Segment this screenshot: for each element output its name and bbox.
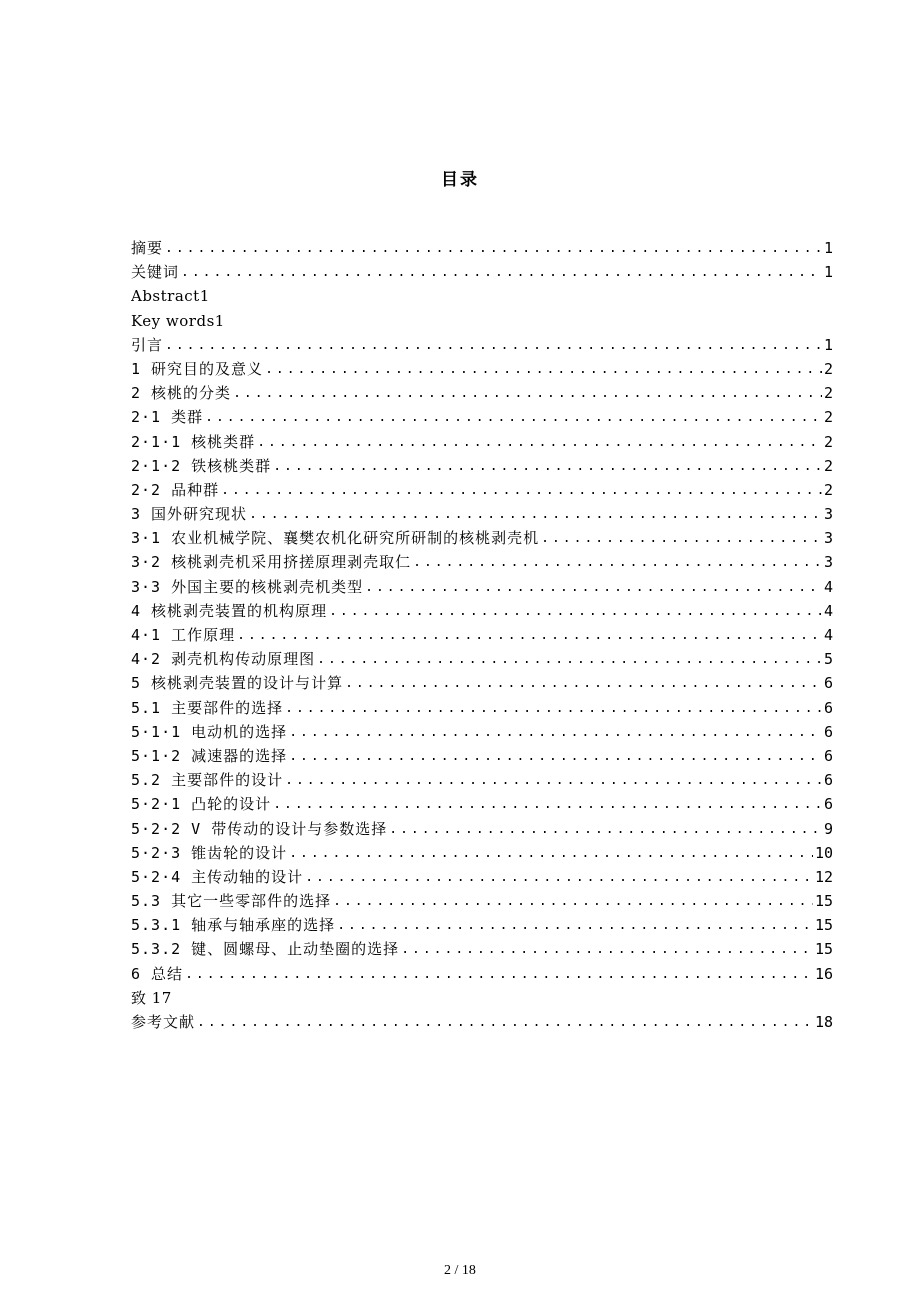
- toc-dot-leader: [197, 1010, 813, 1034]
- toc-entry[interactable]: [131, 817, 833, 841]
- toc-entry-page: 15: [814, 916, 833, 935]
- toc-dot-leader: [249, 502, 822, 526]
- toc-entry[interactable]: [131, 696, 833, 720]
- toc-entry-label: 5 核桃剥壳装置的设计与计算: [131, 674, 344, 693]
- toc-entry-label: 2·1 类群: [131, 408, 204, 427]
- toc-entry-page: 1: [823, 335, 833, 354]
- toc-entry-label: 4·1 工作原理: [131, 626, 236, 644]
- toc-entry[interactable]: [131, 937, 833, 961]
- toc-entry[interactable]: [131, 550, 833, 574]
- toc-entry-label: 5.2 主要部件的设计: [131, 771, 284, 790]
- toc-entry-page: 4: [823, 577, 833, 596]
- toc-dot-leader: [305, 865, 813, 889]
- toc-entry[interactable]: [131, 913, 833, 937]
- toc-dot-leader: [165, 236, 822, 260]
- toc-dot-leader: [389, 817, 822, 841]
- toc-dot-leader: [165, 333, 822, 357]
- toc-entry-label: 5·1·1 电动机的选择: [131, 722, 288, 741]
- toc-entry-page: 5: [823, 650, 833, 669]
- toc-entry-page: 15: [814, 892, 833, 911]
- toc-entry-page: 15: [814, 940, 833, 959]
- toc-entry-label: 4 核桃剥壳装置的机构原理: [131, 601, 328, 620]
- toc-entry[interactable]: [131, 333, 833, 357]
- toc-dot-leader: [345, 671, 822, 695]
- toc-entry-label: 摘要: [131, 239, 164, 257]
- toc-dot-leader: [273, 792, 822, 816]
- toc-dot-leader: [289, 720, 822, 744]
- toc-entry[interactable]: [131, 1010, 833, 1034]
- toc-entry-label: 2·1·2 铁核桃类群: [131, 456, 272, 475]
- toc-entry-label: 5·2·4 主传动轴的设计: [131, 867, 304, 886]
- toc-dot-leader: [257, 430, 822, 454]
- toc-entry-label: 2·1·1 核桃类群: [131, 432, 256, 451]
- toc-entry[interactable]: [131, 430, 833, 454]
- table-of-contents: [131, 236, 833, 1034]
- toc-entry-label: 致 17: [131, 988, 172, 1007]
- toc-entry[interactable]: [131, 865, 833, 889]
- toc-entry[interactable]: [131, 744, 833, 768]
- toc-entry-page: 2: [823, 480, 833, 499]
- toc-entry[interactable]: [131, 478, 833, 502]
- toc-entry[interactable]: [131, 599, 833, 623]
- toc-entry[interactable]: [131, 841, 833, 865]
- toc-entry[interactable]: [131, 357, 833, 381]
- toc-dot-leader: [205, 405, 822, 429]
- toc-dot-leader: [221, 478, 822, 502]
- toc-entry-label: 4·2 剥壳机构传动原理图: [131, 650, 316, 669]
- toc-entry-page: 3: [823, 505, 833, 524]
- toc-entry-page: 6: [823, 795, 833, 814]
- toc-entry[interactable]: [131, 526, 833, 550]
- toc-entry-page: 1: [823, 239, 833, 257]
- toc-entry-page: 3: [823, 553, 833, 572]
- toc-entry-page: 9: [823, 819, 833, 838]
- toc-entry[interactable]: [131, 647, 833, 671]
- toc-entry-label: 2 核桃的分类: [131, 384, 232, 403]
- toc-dot-leader: [329, 599, 822, 623]
- toc-dot-leader: [285, 768, 822, 792]
- toc-entry[interactable]: [131, 502, 833, 526]
- toc-entry[interactable]: [131, 671, 833, 695]
- toc-entry[interactable]: [131, 768, 833, 792]
- toc-entry-page: 6: [823, 674, 833, 693]
- toc-entry-label: 参考文献: [131, 1013, 196, 1031]
- toc-entry-label: 3·2 核桃剥壳机采用挤搓原理剥壳取仁: [131, 553, 412, 572]
- toc-entry[interactable]: [131, 405, 833, 429]
- toc-entry[interactable]: [131, 986, 833, 1010]
- toc-entry-page: 6: [823, 771, 833, 790]
- toc-dot-leader: [289, 744, 822, 768]
- toc-dot-leader: [289, 841, 813, 865]
- toc-entry-page: 6: [823, 698, 833, 717]
- toc-dot-leader: [413, 550, 822, 574]
- toc-entry-page: 6: [823, 746, 833, 765]
- toc-entry-label: Abstract1: [131, 287, 210, 306]
- toc-dot-leader: [333, 889, 813, 913]
- toc-entry-page: 12: [814, 867, 833, 886]
- toc-entry-label: 关键词: [131, 263, 180, 282]
- toc-dot-leader: [337, 913, 813, 937]
- toc-entry-label: 5.3.1 轴承与轴承座的选择: [131, 916, 336, 935]
- toc-entry-label: 5.1 主要部件的选择: [131, 698, 284, 717]
- toc-entry-label: 引言: [131, 335, 164, 354]
- toc-entry-label: 5·2·2 V 带传动的设计与参数选择: [131, 819, 388, 838]
- toc-entry-label: 2·2 品种群: [131, 480, 220, 499]
- toc-entry[interactable]: [131, 236, 833, 260]
- toc-entry-page: 1: [823, 263, 833, 282]
- page-title: 目录: [441, 170, 479, 190]
- toc-entry-label: 1 研究目的及意义: [131, 359, 264, 378]
- toc-entry[interactable]: [131, 792, 833, 816]
- toc-dot-leader: [185, 962, 813, 986]
- toc-dot-leader: [317, 647, 822, 671]
- toc-entry-page: 2: [823, 384, 833, 403]
- toc-entry-label: 5.3 其它一些零部件的选择: [131, 892, 332, 911]
- toc-entry[interactable]: [131, 309, 833, 333]
- toc-entry-page: 2: [823, 432, 833, 451]
- toc-entry-page: 6: [823, 722, 833, 741]
- toc-entry[interactable]: [131, 454, 833, 478]
- toc-dot-leader: [237, 623, 822, 647]
- toc-entry[interactable]: [131, 284, 833, 308]
- toc-dot-leader: [181, 260, 822, 284]
- toc-entry-page: 2: [823, 359, 833, 378]
- toc-dot-leader: [273, 454, 822, 478]
- toc-entry-page: 10: [814, 843, 833, 862]
- toc-entry[interactable]: [131, 381, 833, 405]
- toc-dot-leader: [541, 526, 822, 550]
- toc-entry[interactable]: [131, 720, 833, 744]
- toc-entry-page: 2: [823, 456, 833, 475]
- toc-entry-page: 4: [823, 601, 833, 620]
- toc-entry-label: 5·1·2 减速器的选择: [131, 746, 288, 765]
- toc-entry-page: 4: [823, 626, 833, 644]
- toc-entry-page: 2: [823, 408, 833, 427]
- toc-dot-leader: [265, 357, 822, 381]
- toc-entry-label: 3·3 外国主要的核桃剥壳机类型: [131, 577, 364, 596]
- toc-entry[interactable]: [131, 962, 833, 986]
- toc-entry-page: 16: [814, 964, 833, 983]
- page-indicator: 2 / 18: [444, 1263, 476, 1278]
- toc-dot-leader: [285, 696, 822, 720]
- toc-entry[interactable]: [131, 260, 833, 284]
- toc-dot-leader: [401, 937, 813, 961]
- toc-entry-page: 3: [823, 529, 833, 548]
- toc-entry-label: 6 总结: [131, 964, 184, 983]
- toc-entry-label: 3·1 农业机械学院、襄樊农机化研究所研制的核桃剥壳机: [131, 529, 540, 548]
- toc-dot-leader: [233, 381, 822, 405]
- toc-entry-label: 5.3.2 键、圆螺母、止动垫圈的选择: [131, 940, 400, 959]
- toc-entry-label: 5·2·3 锥齿轮的设计: [131, 843, 288, 862]
- toc-entry[interactable]: [131, 889, 833, 913]
- toc-entry-page: 18: [814, 1013, 833, 1031]
- toc-entry-label: Key words1: [131, 311, 225, 330]
- toc-entry-label: 3 国外研究现状: [131, 505, 248, 524]
- toc-entry[interactable]: [131, 575, 833, 599]
- toc-dot-leader: [365, 575, 822, 599]
- toc-entry[interactable]: [131, 623, 833, 647]
- toc-entry-label: 5·2·1 凸轮的设计: [131, 795, 272, 814]
